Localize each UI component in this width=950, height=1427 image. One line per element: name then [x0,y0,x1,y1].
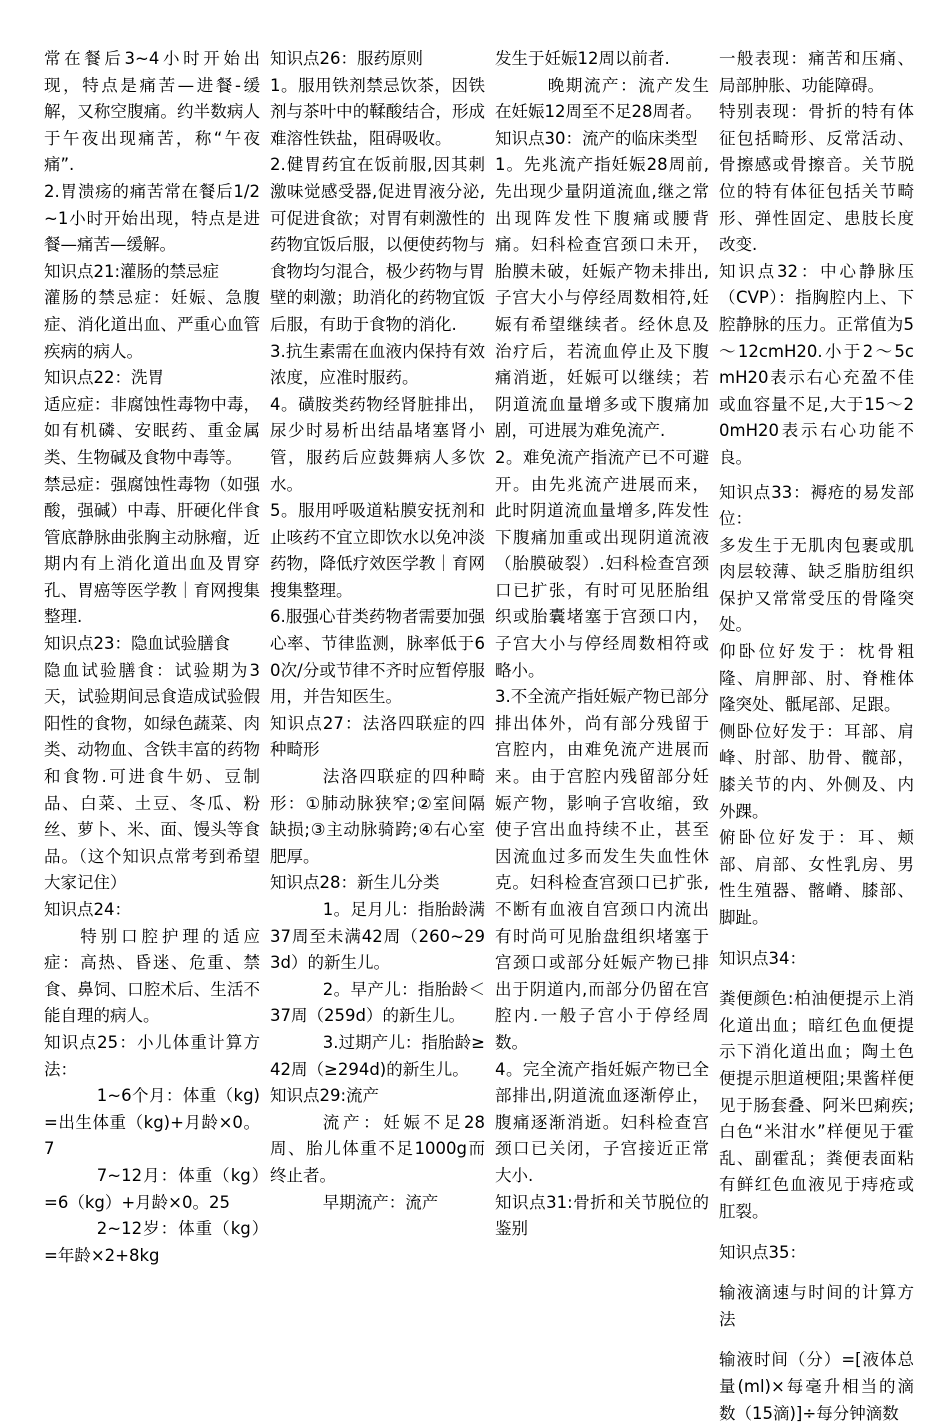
text-column-2 [266,46,491,1326]
paragraph: 5。服用呼吸道粘膜安抚剂和止咳药不宜立即饮水以免冲淡药物，降低疗效医学教｜育网搜集整理。 [270,501,485,600]
paragraph: 输液滴速与时间的计算方法 [719,1283,914,1329]
paragraph: 1。先兆流产指妊娠28周前,先出现少量阴道流血,继之常出现阵发性下腹痛或腰背痛。妇科检查宫颈口未开，胎膜未破，妊娠产物未排出,子宫大小与停经周数相符,妊娠有希望继续者。经休息及治疗后，若流血停止及下腹痛消逝，妊娠可以继续；若阴道流血量增多或下腹痛加剧，可进展为难免流产. [495,155,709,441]
paragraph: 适应症：非腐蚀性毒物中毒，如有机磷、安眠药、重金属类、生物碱及食物中毒等。 [44,394,260,467]
text-column-1 [44,46,266,1326]
paragraph: 2~12岁：体重（kg）=年龄×2+8kg [44,1219,260,1265]
paragraph: 知识点25：小儿体重计算方法： [44,1032,260,1079]
paragraph: 晚期流产：流产发生在妊娠12周至不足28周者。 [495,75,709,122]
paragraph: 知识点21:灌肠的禁忌症 [44,261,220,281]
paragraph: 灌肠的禁忌症：妊娠、急腹症、消化道出血、严重心血管疾病的病人。 [44,288,260,361]
paragraph: 2。难免流产指流产已不可避开。由先兆流产进展而来，此时阴道流血量增多,阵发性下腹痛加重或出现阴道流液（胎膜破裂）.妇科检查宫颈口已扩张，有时可见胚胎组织或胎囊堵塞于宫颈口内，子宫大小与停经周数相符或略小。 [495,447,709,680]
paragraph: 2。早产儿：指胎龄＜37周（259d）的新生儿。 [270,979,485,1026]
paragraph: 知识点28：新生儿分类 [270,873,440,893]
paragraph: 2.健胃药宜在饭前服,因其刺激味觉感受器,促进胃液分泌,可促进食欲；对胃有刺激性的药物宜饭后服，以便使药物与食物均匀混合，极少药物与胃壁的刺激；助消化的药物宜饭后服，有助于食物的消化. [270,155,485,334]
paragraph: 知识点29:流产 [270,1086,380,1106]
paragraph: 1~6个月：体重（kg)=出生体重（kg)+月龄×0。7 [44,1086,260,1159]
paragraph: 俯卧位好发于：耳、颊部、肩部、女性乳房、男性生殖器、髂嵴、膝部、脚趾。 [719,828,914,927]
paragraph: 一般表现：痛苦和压痛、局部肿胀、功能障碍。 [719,49,914,95]
paragraph: 知识点33：褥疮的易发部位： [719,482,914,529]
paragraph: 流产：妊娠不足28周、胎儿体重不足1000g而终止者。 [270,1112,485,1185]
paragraph: 知识点35： [719,1242,806,1262]
paragraph: 知识点30：流产的临床类型 [495,128,698,148]
paragraph: 禁忌症：强腐蚀性毒物（如强酸，强碱）中毒、肝硬化伴食管底静脉曲张胸主动脉瘤，近期内有上消化道出血及胃穿孔、胃癌等医学教｜育网搜集整理. [44,474,260,627]
paragraph: 4。磺胺类药物经肾脏排出，尿少时易析出结晶堵塞肾小管，服药后应鼓舞病人多饮水。 [270,394,485,494]
paragraph: 隐血试验膳食：试验期为3天，试验期间忌食造成试验假阳性的食物，如绿色蔬菜、肉类、动物血、含铁丰富的药物和食物.可进食牛奶、豆制品、白菜、土豆、冬瓜、粉丝、萝卜、米、面、馒头等食品。（这个知识点常考到希望大家记住） [44,660,260,893]
paragraph: 知识点24： [44,900,131,919]
paragraph: 知识点31:骨折和关节脱位的鉴别 [495,1192,709,1239]
paragraph: 知识点26：服药原则 [270,49,423,68]
paragraph: 特别表现：骨折的特有体征包括畸形、反常活动、骨擦感或骨擦音。关节脱位的特有体征包括关节畸形、弹性固定、患肢长度改变. [719,102,914,255]
document-page [44,46,914,1423]
paragraph: 2.胃溃疡的痛苦常在餐后1/2~1小时开始出现，特点是进餐—痛苦—缓解。 [44,181,260,255]
paragraph: 3.不全流产指妊娠产物已部分排出体外，尚有部分残留于宫腔内，由难免流产进展而来。由于宫腔内残留部分妊娠产物，影响子宫收缩，致使子宫出血持续不止，甚至因流血过多而发生失血性休克。妇科检查宫颈口已扩张,不断有血液自宫颈口内流出有时尚可见胎盘组织堵塞于宫颈口或部分妊娠产物已排出于阴道内,而部分仍留在宫腔内.一般子宫小于停经周数。 [495,687,709,1052]
paragraph: 1。服用铁剂禁忌饮茶，因铁剂与茶叶中的鞣酸结合，形成难溶性铁盐，阻碍吸收。 [270,75,485,148]
paragraph: 知识点22：洗胃 [44,368,164,388]
paragraph: 知识点34： [719,948,806,968]
text-column-4 [715,46,914,1423]
paragraph: 早期流产：流产 [322,1192,439,1212]
paragraph: 粪便颜色:柏油便提示上消化道出血；暗红色血便提示下消化道出血；陶土色便提示胆道梗阻;果酱样便见于肠套叠、阿米巴痢疾;白色“米泔水”样便见于霍乱、副霍乱；粪便表面粘有鲜红色血液见于痔疮或肛裂。 [719,989,914,1221]
paragraph: 特别口腔护理的适应症：高热、昏迷、危重、禁食、鼻饲、口腔术后、生活不能自理的病人。 [44,926,260,1026]
paragraph: 7~12月：体重（kg）=6（kg）+月龄×0。25 [44,1165,260,1212]
paragraph: 多发生于无肌肉包裹或肌肉层较薄、缺乏脂肪组织保护又常常受压的骨隆突处。 [719,535,914,635]
paragraph: 3.过期产儿：指胎龄≥42周（≥294d)的新生儿。 [270,1032,485,1079]
paragraph: 3.抗生素需在血液内保持有效浓度，应准时服药。 [270,341,485,388]
paragraph: 法洛四联症的四种畸形：①肺动脉狭窄;②室间隔缺损;③主动脉骑跨;④右心室肥厚。 [270,767,485,866]
paragraph: 侧卧位好发于：耳部、肩峰、肘部、肋骨、髋部，膝关节的内、外侧及、内外踝。 [719,721,914,821]
paragraph: 发生于妊娠12周以前者. [495,49,670,68]
paragraph: 仰卧位好发于：枕骨粗隆、肩胛部、肘、脊椎体隆突处、骶尾部、足跟。 [719,642,914,715]
paragraph: 知识点23：隐血试验膳食 [44,634,230,654]
paragraph: 知识点32：中心静脉压（CVP）：指胸腔内上、下腔静脉的压力。正常值为5～12cmH20.小于2～5cmH20表示右心充盈不佳或血容量不足,大于15～20mH20表示右心功能不良。 [719,261,914,467]
paragraph: 输液时间（分）=[液体总量(ml)×每毫升相当的滴数（15滴)]÷每分钟滴数 [719,1350,914,1423]
paragraph: 1。足月儿：指胎龄满37周至未满42周（260~293d）的新生儿。 [270,900,485,973]
paragraph: 常在餐后3~4小时开始出现，特点是痛苦—进餐-缓解，又称空腹痛。约半数病人于午夜出现痛苦，称“午夜痛”. [44,49,260,175]
text-column-3 [491,46,715,1326]
paragraph: 6.服强心苷类药物者需要加强心率、节律监测，脉率低于60次/分或节律不齐时应暂停服用，并告知医生。 [270,607,485,707]
paragraph: 4。完全流产指妊娠产物已全部排出,阴道流血逐渐停止，腹痛逐渐消逝。妇科检查宫颈口已关闭，子宫接近正常大小. [495,1059,709,1185]
paragraph: 知识点27：法洛四联症的四种畸形 [270,713,485,760]
